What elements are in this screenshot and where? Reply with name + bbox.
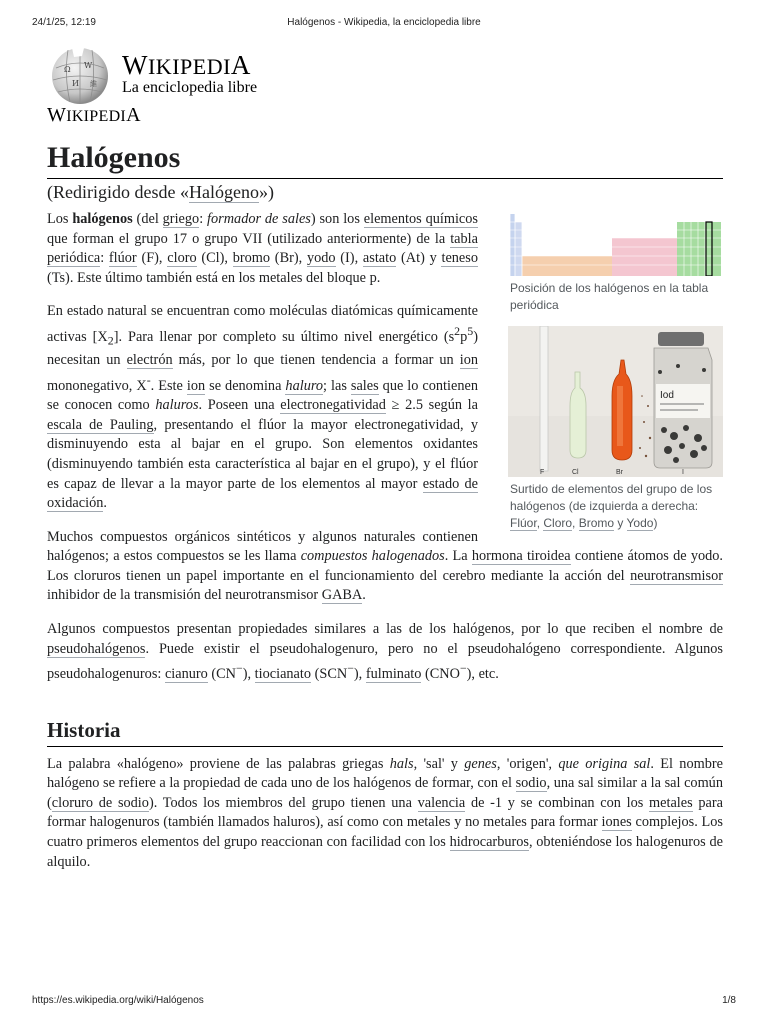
text-italic: que origina sal: [558, 755, 651, 772]
caption-sep: ,: [536, 516, 544, 530]
redirect-link[interactable]: Halógeno: [188, 182, 259, 202]
link-iones[interactable]: iones: [601, 814, 632, 831]
wordmark-small-middle: IKIPEDI: [66, 108, 127, 125]
text: mononegativo, X: [47, 377, 147, 394]
link-ion-2[interactable]: ion: [186, 377, 206, 394]
link-yodo[interactable]: yodo: [306, 250, 336, 267]
link-hormona-tiroidea[interactable]: hormona tiroidea: [471, 548, 571, 565]
link-tiocianato[interactable]: tiocianato: [254, 666, 312, 683]
print-page-number: 1/8: [722, 995, 736, 1006]
link-bromo[interactable]: bromo: [232, 250, 271, 267]
svg-text:維: 維: [90, 80, 97, 88]
text: ) necesitan un: [47, 328, 478, 369]
text: . Este: [150, 377, 187, 394]
text: ; las: [323, 377, 351, 394]
link-elementos-quimicos[interactable]: elementos químicos: [363, 211, 478, 227]
caption-end: ): [653, 516, 658, 530]
wikipedia-globe-icon[interactable]: [46, 46, 114, 106]
link-gaba[interactable]: GABA: [321, 587, 363, 604]
redirect-suffix: »): [258, 182, 274, 202]
text: En estado natural se encuentran como moléculas diatómicas químicamente activas [X: [47, 303, 478, 345]
link-electronegatividad[interactable]: electronegatividad: [280, 397, 386, 414]
label-chlorine: Cl: [572, 469, 579, 476]
text: Algunos compuestos presentan propiedades similares a las de los halógenos, por lo que reciben el nombre de: [47, 621, 723, 638]
caption-link-fluor[interactable]: Flúor: [510, 516, 537, 530]
section-heading-historia: Historia: [47, 717, 723, 747]
text: La palabra «halógeno» proviene de las palabras griegas: [47, 755, 390, 772]
wikipedia-wordmark-small[interactable]: [47, 104, 141, 127]
caption-link-yodo[interactable]: Yodo: [626, 516, 654, 530]
page-title: Halógenos: [47, 140, 723, 179]
text: ). Todos los miembros del grupo tienen una: [148, 794, 418, 811]
wordmark-small-final: A: [126, 104, 141, 126]
text: , obteniéndose los halogenuros de alquilo.: [47, 834, 723, 870]
paragraph-pseudohalogenos: [47, 620, 723, 685]
link-fulminato[interactable]: fulminato: [365, 666, 422, 683]
link-electron[interactable]: electrón: [126, 352, 173, 369]
text: se denomina: [205, 377, 286, 394]
link-teneso[interactable]: teneso: [441, 250, 478, 267]
text: que forman el grupo 17 o grupo VII (utilizado anteriormente) de la: [47, 230, 451, 247]
redirect-prefix: (Redirigido desde «: [47, 182, 189, 202]
link-griego[interactable]: griego: [162, 211, 200, 227]
superscript: −: [459, 661, 467, 676]
text: complejos. Los cuatro primeros elementos del grupo reaccionan con facilidad con los: [47, 814, 723, 850]
print-page-title: Halógenos - Wikipedia, la enciclopedia libre: [287, 17, 481, 28]
text: que lo contienen se conocen como: [47, 377, 478, 414]
text: ≥ 2.5 según la: [385, 397, 479, 414]
text: ), etc.: [466, 666, 499, 683]
figure-halogens-photo: [508, 326, 723, 532]
text: (Cl),: [196, 250, 233, 267]
text: ) son los: [310, 211, 364, 227]
figure1-caption: Posición de los halógenos en la tabla periódica: [510, 281, 709, 312]
caption-link-bromo[interactable]: Bromo: [578, 516, 615, 530]
text: (At) y: [396, 250, 442, 267]
text: . Poseen una: [198, 397, 281, 414]
superscript: −: [347, 661, 354, 676]
figure-periodic-table: [508, 212, 723, 532]
link-haluro[interactable]: haluro: [285, 377, 324, 394]
label-iodine: I: [682, 469, 684, 476]
link-cianuro[interactable]: cianuro: [164, 666, 208, 683]
text: .: [362, 587, 366, 604]
caption-sep: ,: [572, 516, 579, 530]
text-italic: haluros: [155, 397, 199, 414]
periodic-table-image[interactable]: [508, 212, 723, 276]
link-hidrocarburos[interactable]: hidrocarburos: [449, 834, 529, 850]
link-cloruro-de-sodio[interactable]: cloruro de sodio: [51, 794, 149, 811]
link-escala-de-pauling[interactable]: escala de Pauling: [47, 416, 154, 433]
text: de -1 y se combinan con los: [465, 794, 650, 811]
text: (CN: [207, 666, 237, 683]
text: :: [199, 211, 208, 227]
text: , presentando el flúor la mayor electronegatividad, y disminuyendo esta al bajar en el grupo. Son elementos oxidantes (disminuyendo también esta característica al bajar en el grupo), y el flúor es capaz de llevar a la mayor parte de los elementos al mayor: [47, 416, 478, 492]
text-italic: hals: [389, 755, 414, 772]
paragraph-compuestos: [47, 528, 723, 606]
text: contiene átomos de yodo. Los cloruros tienen un papel importante en el funcionamiento del cerebro mediante la acción del: [47, 548, 724, 584]
wordmark-middle: IKIPEDI: [147, 54, 231, 79]
superscript: -: [146, 372, 151, 387]
text: más, por lo que tienen tendencia a formar un: [172, 352, 460, 369]
jar-label: Iod: [660, 390, 674, 401]
text-italic: formador de sales: [207, 211, 311, 227]
text: , 'origen',: [496, 755, 559, 772]
svg-text:W: W: [84, 61, 93, 70]
text: :: [100, 250, 109, 267]
label-fluor: F: [540, 469, 545, 476]
svg-text:Ω: Ω: [64, 65, 71, 74]
text: p: [460, 328, 468, 345]
wikipedia-tagline: La enciclopedia libre: [122, 79, 258, 96]
superscript: 2: [454, 323, 461, 338]
print-date: 24/1/25, 12:19: [32, 17, 96, 28]
text-italic: genes: [464, 755, 497, 772]
wordmark-initial: W: [122, 50, 148, 80]
caption-link-cloro[interactable]: Cloro: [543, 516, 573, 530]
text: (Br),: [270, 250, 307, 267]
text: , 'sal' y: [413, 755, 465, 772]
text: . Puede existir el pseudohalogenuro, pero no el pseudohalógeno correspondiente. Algunos pseudohalogenuros:: [47, 640, 723, 683]
link-astato[interactable]: astato: [362, 250, 397, 267]
text: inhibidor de la transmisión del neurotransmisor: [47, 587, 322, 604]
text: ),: [353, 666, 366, 683]
link-neurotransmisor[interactable]: neurotransmisor: [630, 567, 723, 584]
link-sodio[interactable]: sodio: [515, 775, 547, 792]
caption-sep: y: [614, 516, 627, 530]
term-bold: halógenos: [72, 211, 133, 227]
subscript: 2: [107, 333, 114, 348]
text: (I),: [335, 250, 363, 267]
link-ion[interactable]: ion: [459, 352, 478, 369]
link-metales[interactable]: metales: [649, 794, 693, 811]
text-italic: compuestos halogenados: [300, 548, 445, 565]
svg-text:И: И: [72, 79, 79, 88]
redirect-note: [47, 180, 723, 204]
text: , una sal similar a la sal común (: [47, 775, 723, 811]
figure2-caption: [508, 477, 723, 532]
text: ]. Para llenar por completo su último nivel energético (s: [113, 328, 455, 345]
halogens-photo-image[interactable]: [508, 326, 723, 477]
link-pseudohalogenos[interactable]: pseudohalógenos: [47, 640, 146, 657]
link-sales[interactable]: sales: [350, 377, 379, 394]
text: para formar halogenuros (también llamados haluros), así como con metales y no metales para formar: [47, 794, 723, 831]
paragraph-historia: [47, 755, 723, 873]
link-tabla-periodica[interactable]: tabla periódica: [47, 230, 478, 267]
wikipedia-wordmark[interactable]: [122, 50, 251, 81]
wordmark-small-initial: W: [47, 104, 67, 126]
article-content: [47, 140, 723, 886]
wordmark-final: A: [230, 50, 251, 80]
text: (Ts). Este último también está en los metales del bloque p.: [47, 269, 381, 286]
text: (F),: [136, 250, 168, 267]
superscript: −: [236, 661, 243, 676]
text: (CNO: [421, 666, 460, 683]
superscript: 5: [467, 323, 474, 338]
text: Muchos compuestos orgánicos sintéticos y algunos naturales contienen halógenos; a estos compuestos se les llama: [47, 528, 478, 565]
text: (SCN: [311, 666, 348, 683]
text: . La: [444, 548, 472, 565]
text: Los: [47, 211, 73, 227]
text: ),: [242, 666, 255, 683]
link-valencia[interactable]: valencia: [417, 794, 466, 811]
figure2-caption-text: Surtido de elementos del grupo de los halógenos (de izquierda a derecha:: [510, 482, 713, 513]
text: (del: [132, 211, 163, 227]
text: . El nombre halógeno se refiere a la propiedad de cada uno de los halógenos de formar, con el: [47, 755, 723, 792]
link-estado-de-oxidacion[interactable]: estado de oxidación: [47, 475, 479, 512]
label-bromine: Br: [616, 469, 623, 476]
text: .: [103, 495, 107, 512]
link-cloro[interactable]: cloro: [167, 250, 197, 267]
print-url: https://es.wikipedia.org/wiki/Halógenos: [32, 995, 204, 1006]
link-fluor[interactable]: flúor: [108, 250, 137, 267]
